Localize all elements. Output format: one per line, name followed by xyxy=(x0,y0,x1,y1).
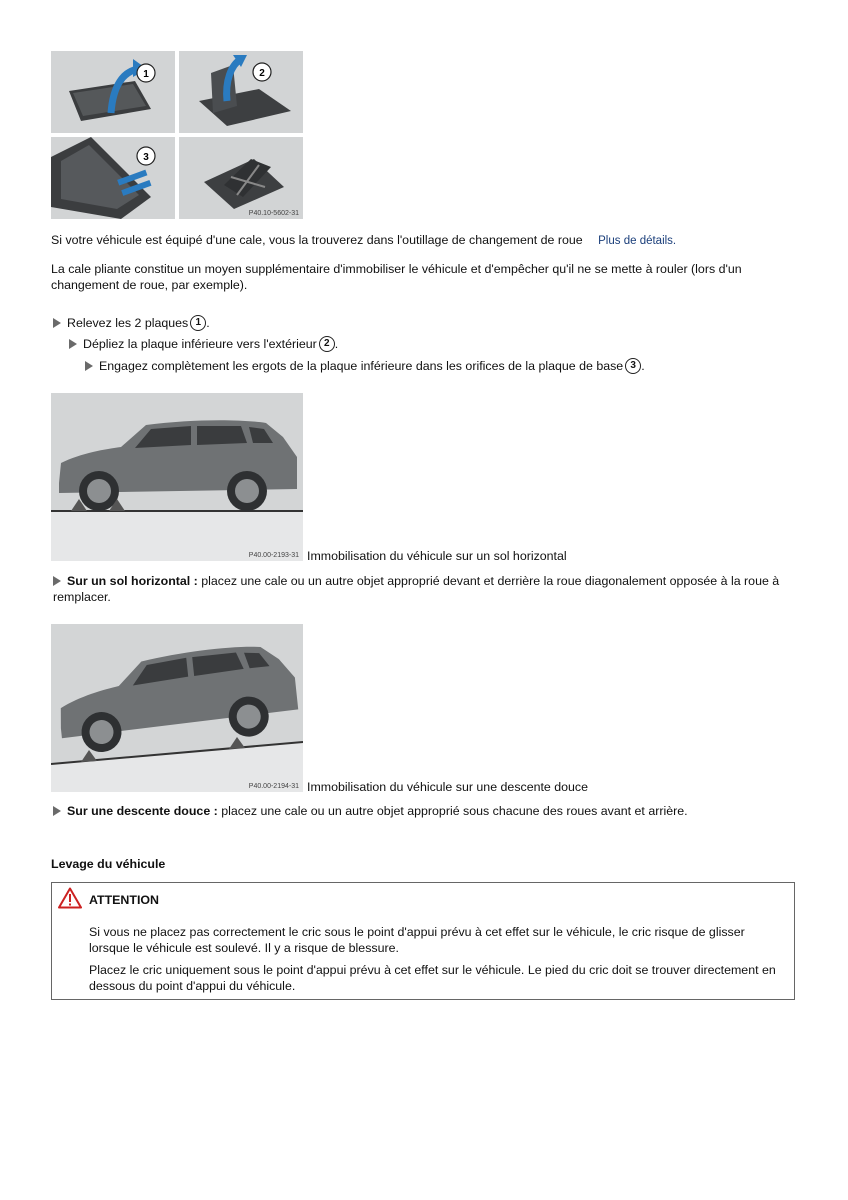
step-1-label: 1 xyxy=(143,69,149,80)
arrow-bullet-icon xyxy=(69,339,77,349)
arrow-bullet-icon xyxy=(53,806,61,816)
instruction-flat-ground xyxy=(53,573,798,605)
step-1 xyxy=(53,315,210,331)
step-3-ref: 3 xyxy=(625,358,641,374)
instruction-text: placez une cale ou un autre objet approprié devant et derrière la roue diagonalement opposée à la roue à remplacer. xyxy=(53,574,780,604)
chock-panel-step-3 xyxy=(51,137,175,219)
intro-text: Si votre véhicule est équipé d'une cale, vous la trouverez dans l'outillage de changement de roue xyxy=(51,233,583,247)
step-2 xyxy=(69,336,338,352)
instruction-label: Sur une descente douce : xyxy=(67,804,218,818)
figure-code: P40.00-2194-31 xyxy=(248,783,299,790)
step-2-end: . xyxy=(334,337,339,351)
warning-triangle-icon xyxy=(58,887,82,912)
chock-panel-result xyxy=(179,137,303,219)
arrow-bullet-icon xyxy=(85,361,93,371)
chock-panel-step-2 xyxy=(179,51,303,133)
step-2-label: 2 xyxy=(259,68,265,79)
figure-flat-ground xyxy=(51,393,303,561)
step-1-text: Relevez les 2 plaques xyxy=(67,316,189,330)
instruction-label: Sur un sol horizontal : xyxy=(67,574,198,588)
step-1-end: . xyxy=(206,316,210,330)
step-3-end: . xyxy=(641,359,645,373)
warning-title: ATTENTION xyxy=(89,893,159,907)
more-details-link[interactable]: Plus de détails. xyxy=(598,235,677,247)
warning-paragraph-2: Placez le cric uniquement sous le point d'appui prévu à cet effet sur le véhicule. Le pied du cric doit se trouver directement en dessous du point d'appui du véhicule. xyxy=(89,963,776,993)
section-title: Levage du véhicule xyxy=(51,857,166,871)
step-3 xyxy=(85,358,645,374)
figure-slope xyxy=(51,624,303,792)
figure-code: P40.10-5602-31 xyxy=(248,210,299,217)
instruction-slope xyxy=(53,803,688,819)
step-2-text: Dépliez la plaque inférieure vers l'extérieur xyxy=(83,337,317,351)
instruction-text: placez une cale ou un autre objet approprié sous chacune des roues avant et arrière. xyxy=(217,804,688,818)
arrow-bullet-icon xyxy=(53,318,61,328)
warning-paragraph-1: Si vous ne placez pas correctement le cric sous le point d'appui prévu à cet effet sur le véhicule, le cric risque de glisser lorsque le véhicule est soulevé. Il y a risque de blessure. xyxy=(89,925,745,955)
step-3-label: 3 xyxy=(143,152,149,163)
figure-caption: Immobilisation du véhicule sur une descente douce xyxy=(307,780,589,794)
chock-panel-step-1 xyxy=(51,51,175,133)
intro-paragraph xyxy=(51,232,676,249)
warning-box xyxy=(51,882,795,1000)
description-paragraph: La cale pliante constitue un moyen supplémentaire d'immobiliser le véhicule et d'empêcher qu'il ne se mette à rouler (lors d'un changement de roue, par exemple). xyxy=(51,262,742,292)
figure-caption: Immobilisation du véhicule sur un sol horizontal xyxy=(307,549,567,563)
step-3-text: Engagez complètement les ergots de la plaque inférieure dans les orifices de la plaque de base xyxy=(99,359,624,373)
arrow-bullet-icon xyxy=(53,576,61,586)
step-2-ref: 2 xyxy=(319,336,335,352)
figure-code: P40.00-2193-31 xyxy=(248,552,299,559)
step-1-ref: 1 xyxy=(190,315,206,331)
